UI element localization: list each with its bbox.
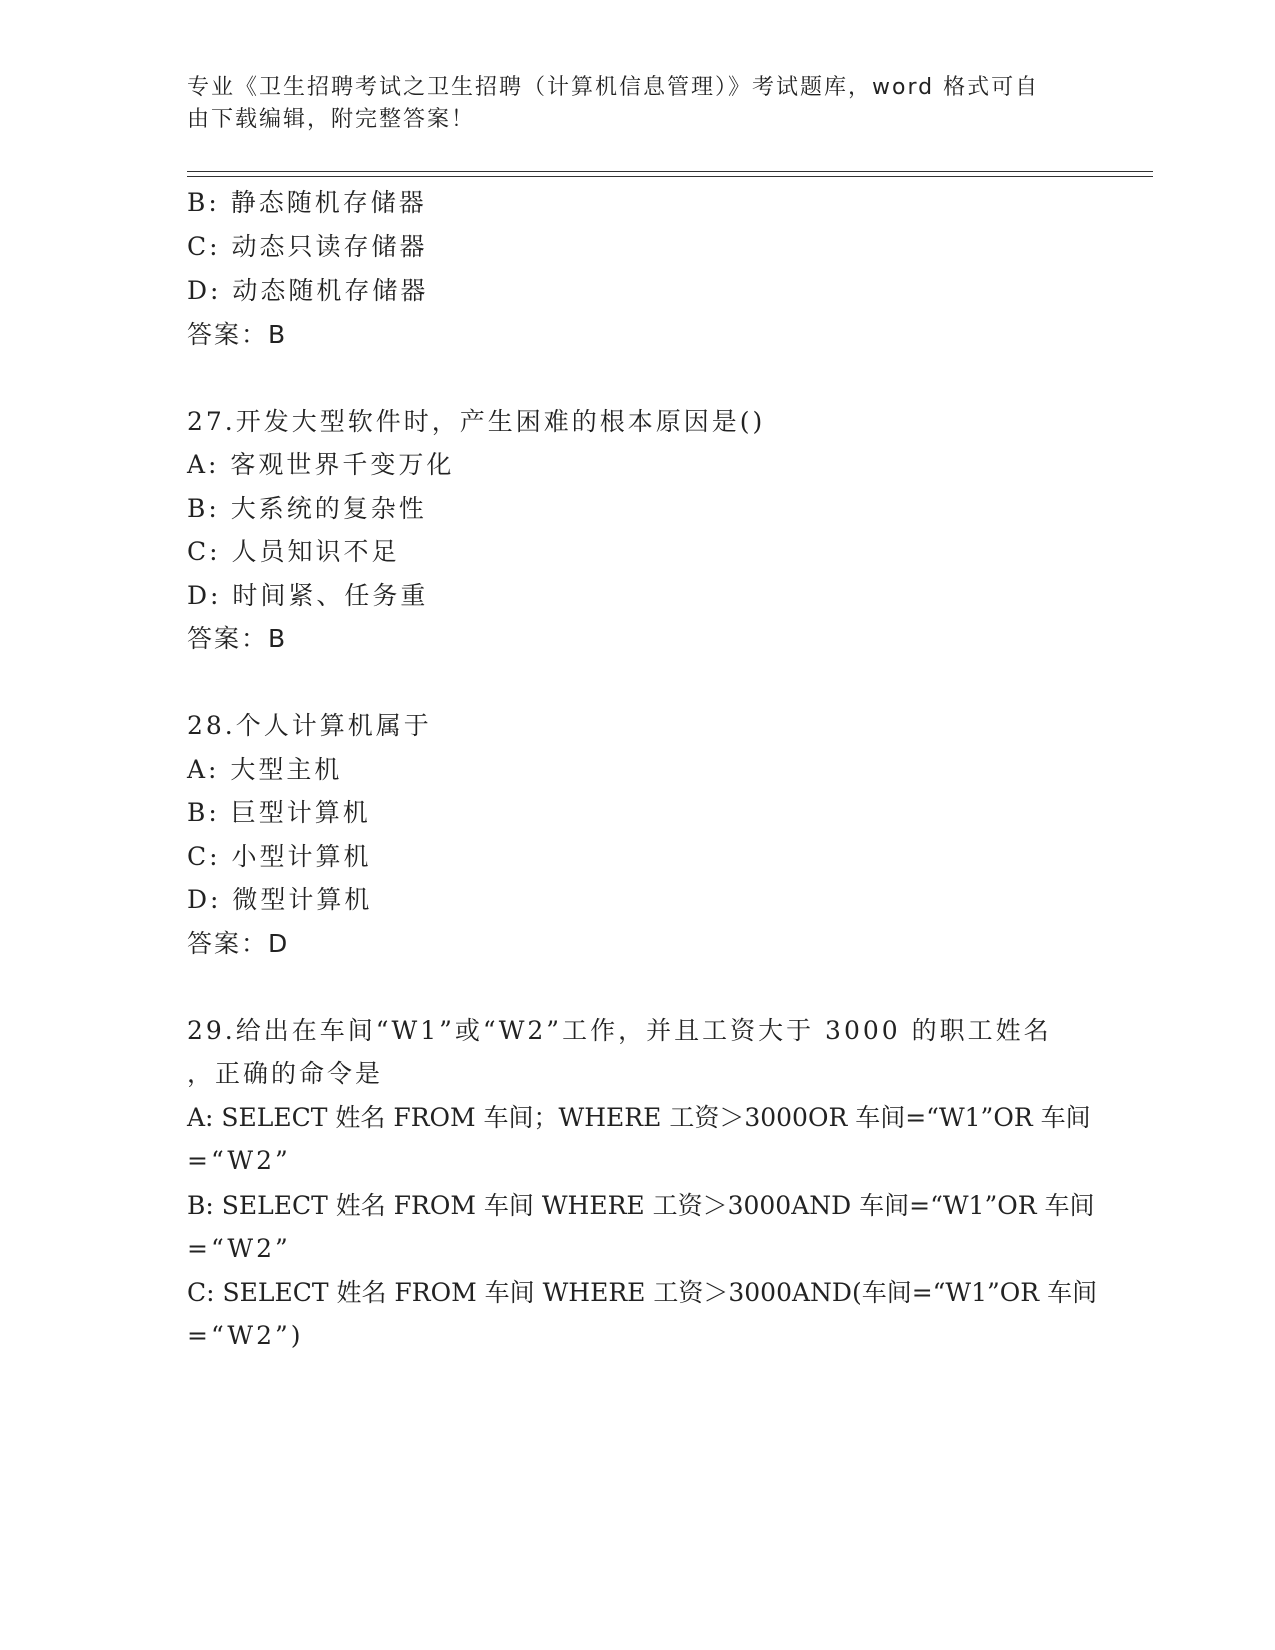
q27-option-a: A: 客观世界千变万化	[187, 450, 455, 479]
q26-option-c: C: 动态只读存储器	[187, 232, 428, 261]
q28-answer: 答案：D	[187, 929, 290, 958]
q28-option-d: D: 微型计算机	[187, 885, 373, 914]
q28-option-c: C: 小型计算机	[187, 842, 372, 871]
q29-option-b-line-2: =“W2”	[187, 1234, 291, 1263]
document-header	[187, 72, 1067, 136]
q29-option-b-line-1: B: SELECT 姓名 FROM 车间 WHERE 工资＞3000AND 车间=“W1”OR 车间	[187, 1191, 1095, 1220]
q29-option-c-line-1: C: SELECT 姓名 FROM 车间 WHERE 工资＞3000AND(车间=“W1”OR 车间	[187, 1278, 1098, 1307]
q27-answer: 答案：B	[187, 624, 288, 653]
q28-option-b: B: 巨型计算机	[187, 798, 371, 827]
q28-option-a: A: 大型主机	[187, 755, 343, 784]
header-line-1: 专业《卫生招聘考试之卫生招聘（计算机信息管理）》考试题库，word 格式可自	[187, 75, 1040, 100]
q26-option-b: B: 静态随机存储器	[187, 188, 427, 217]
q27-option-c: C: 人员知识不足	[187, 537, 400, 566]
header-rule-bottom	[187, 176, 1153, 177]
q28-question: 28.个人计算机属于	[187, 711, 432, 740]
q27-option-b: B: 大系统的复杂性	[187, 494, 427, 523]
q29-question-line-1: 29.给出在车间“W1”或“W2”工作，并且工资大于 3000 的职工姓名	[187, 1016, 1052, 1045]
q29-question-line-2: ，正确的命令是	[187, 1059, 384, 1088]
header-line-2: 由下载编辑，附完整答案！	[187, 107, 476, 132]
q26-option-d: D: 动态随机存储器	[187, 276, 429, 305]
q29-option-a-line-2: =“W2”	[187, 1146, 291, 1175]
q29-option-c-line-2: =“W2”)	[187, 1321, 304, 1350]
q26-answer: 答案：B	[187, 320, 288, 349]
q27-question: 27.开发大型软件时，产生困难的根本原因是()	[187, 407, 766, 436]
header-rule-top	[187, 171, 1153, 172]
q29-option-a-line-1: A: SELECT 姓名 FROM 车间；WHERE 工资＞3000OR 车间=“W1”OR 车间	[187, 1103, 1091, 1132]
q27-option-d: D: 时间紧、任务重	[187, 581, 429, 610]
